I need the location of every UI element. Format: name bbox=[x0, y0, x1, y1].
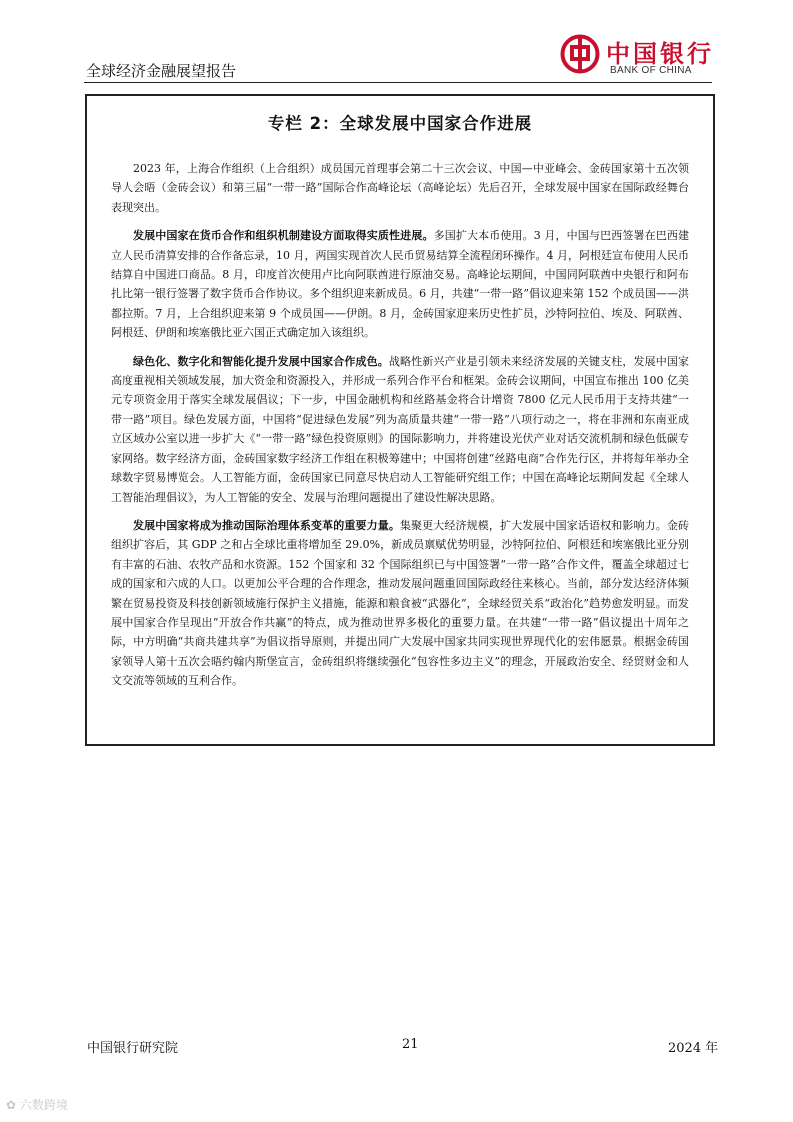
paragraph-text: 战略性新兴产业是引领未来经济发展的关键支柱，发展中国家高度重视相关领域发展，加大资金和资源投入，并形成一系列合作平台和框架。金砖会议期间，中国宣布推出 100 亿美元专项资金用于落实全球发展倡议；下一步，中国金融机构和丝路基金将合计增资 7800 亿元人民币用于支持共建“一带一路”项目。绿色发展方面，中国将“促进绿色发展”列为高质量共建“一带一路”八项行动之一，将在非洲和东南亚成立区域办公室以进一步扩大《“一带一路”绿色投资原则》的国际影响力，并将建设光伏产业对话交流机制和绿色低碳专家网络。数字经济方面，金砖国家数字经济工作组在积极筹建中；中国将创建“丝路电商”合作先行区，并将每年举办全球数字贸易博览会。人工智能方面，金砖国家已同意尽快启动人工智能研究组工作；中国在高峰论坛期间发起《全球人工智能治理倡议》，为人工智能的安全、发展与治理问题提出了建设性解决思路。 bbox=[111, 354, 690, 504]
bank-of-china-emblem-icon bbox=[560, 34, 600, 74]
paragraph-text: 多国扩大本币使用。3 月，中国与巴西签署在巴西建立人民币清算安排的合作备忘录，10 月，两国实现首次人民币贸易结算全流程闭环操作。4 月，阿根廷宣布使用人民币结算自中国进口商品。8 月，印度首次使用卢比向阿联酋进行原油交易。高峰论坛期间，中国同阿联酋中央银行和阿布扎比第一银行签署了数字货币合作协议。多个组织迎来新成员。6 月，共建“一带一路”倡议迎来第 152 个成员国——洪都拉斯。7 月，上合组织迎来第 9 个成员国——伊朗。8 月，金砖国家迎来历史性扩员，沙特阿拉伯、埃及、阿联酋、阿根廷、伊朗和埃塞俄比亚六国正式确定加入该组织。 bbox=[111, 229, 690, 340]
paragraph-lead: 发展中国家将成为推动国际治理体系变革的重要力量。 bbox=[133, 518, 400, 532]
report-title: 全球经济金融展望报告 bbox=[86, 62, 237, 80]
paragraph-text: 集聚更大经济规模，扩大发展中国家话语权和影响力。金砖组织扩容后，其 GDP 之和占全球比重将增加至 29.0%，新成员禀赋优势明显，沙特阿拉伯、阿根廷和埃塞俄比亚分别有丰富的石油、农牧产品和水资源。152 个国家和 32 个国际组织已与中国签署“一带一路”合作文件，覆盖全球超过七成的国家和六成的人口。以更加公平合理的合作理念，推动发展问题重回国际政经往来核心。当前，部分发达经济体频繁在贸易投资及科技创新领域施行保护主义措施，能源和粮食被“武器化”，全球经贸关系“政治化”趋势愈发明显。而发展中国家合作呈现出“开放合作共赢”的特点，成为推动世界多极化的重要力量。在共建“一带一路”倡议提出十周年之际，中方明确“共商共建共享”为倡议指导原则，并提出同广大发展中国家共同实现世界现代化的宏伟愿景。根据金砖国家领导人第十五次会晤约翰内斯堡宣言，金砖组织将继续强化“包容性多边主义”的理念，开展政治安全、经贸财金和人文交流等领域的互利合作。 bbox=[111, 518, 689, 688]
paragraph-lead: 绿色化、数字化和智能化提升发展中国家合作成色。 bbox=[133, 354, 389, 368]
footer-year: 2024 年 bbox=[668, 1041, 719, 1056]
watermark-icon: ✿ bbox=[6, 1098, 20, 1112]
watermark-text: 六数跨境 bbox=[19, 1098, 68, 1112]
logo-chinese-name: 中国银行 bbox=[606, 39, 714, 68]
paragraph-text: 2023 年，上海合作组织（上合组织）成员国元首理事会第二十三次会议、中国—中亚峰会、金砖国家第十五次领导人会晤（金砖会议）和第三届“一带一路”国际合作高峰论坛（高峰论坛）先后召开，全球发展中国家在国际政经舞台表现突出。 bbox=[111, 162, 689, 214]
governance-reform-paragraph bbox=[111, 516, 689, 691]
paragraph-lead: 发展中国家在货币合作和组织机制建设方面取得实质性进展。 bbox=[133, 229, 434, 243]
watermark bbox=[6, 1096, 68, 1113]
logo-english-name: BANK OF CHINA bbox=[610, 65, 692, 76]
green-digital-paragraph bbox=[111, 352, 689, 507]
footer-institution: 中国银行研究院 bbox=[87, 1041, 179, 1056]
column-box bbox=[85, 94, 715, 746]
intro-paragraph bbox=[111, 159, 689, 217]
currency-cooperation-paragraph bbox=[111, 226, 689, 342]
header-divider bbox=[84, 82, 712, 83]
page-number: 21 bbox=[402, 1037, 419, 1052]
bank-of-china-logo bbox=[560, 32, 720, 80]
column-title: 专栏 2：全球发展中国家合作进展 bbox=[267, 114, 533, 133]
